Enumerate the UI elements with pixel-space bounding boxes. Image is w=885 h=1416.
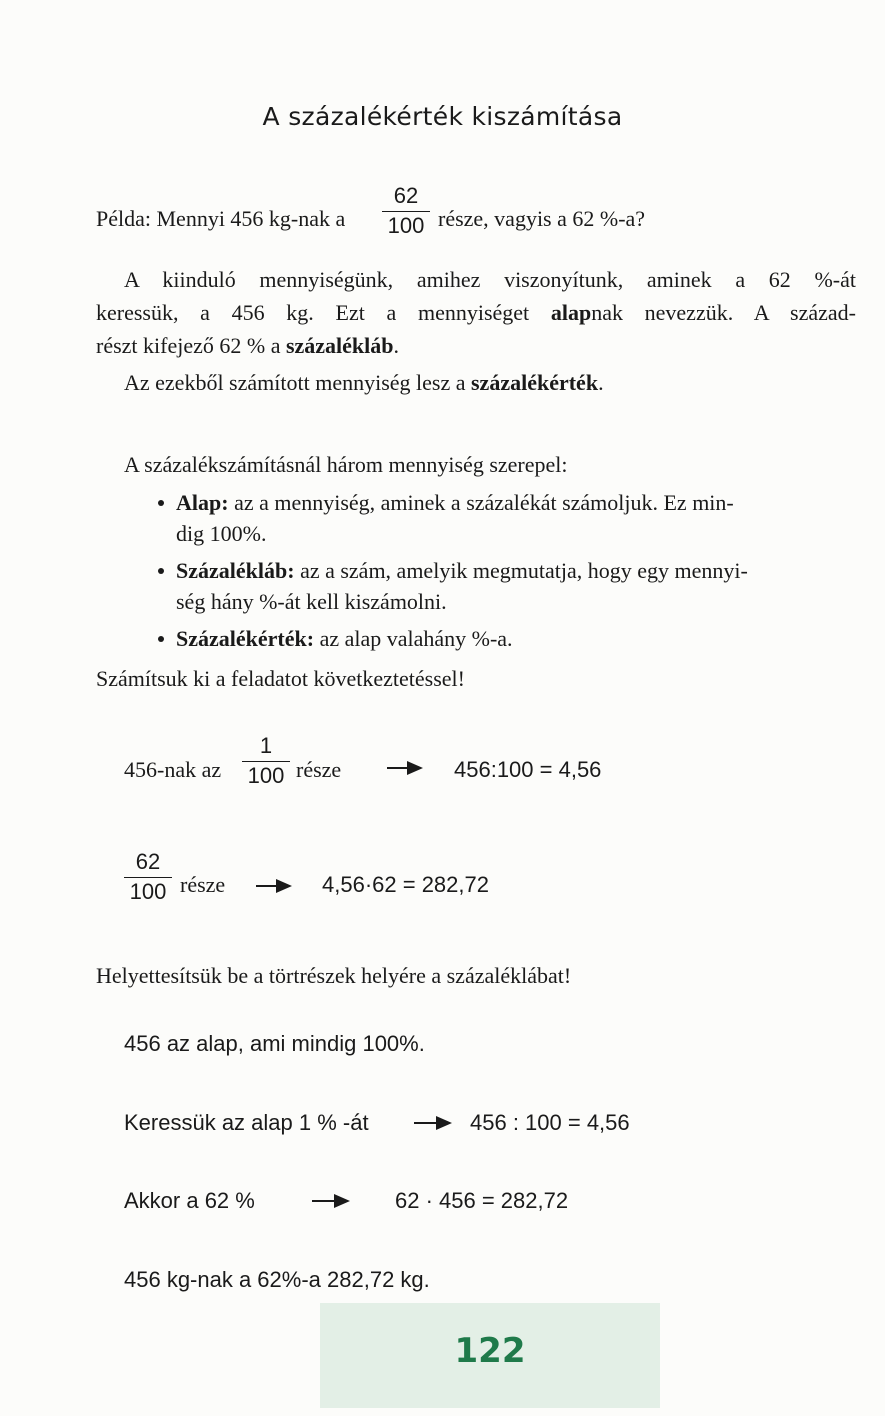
right-arrow-icon bbox=[256, 878, 292, 894]
example-fraction-numerator: 62 bbox=[393, 183, 419, 208]
base-line: 456 az alap, ami mindig 100%. bbox=[124, 1031, 425, 1056]
example-suffix: része, vagyis a 62 %-a? bbox=[438, 206, 646, 231]
step2-fraction-denominator: 100 bbox=[124, 877, 172, 904]
term-szazalekertek: százalékérték bbox=[471, 370, 599, 395]
right-arrow-icon bbox=[312, 1193, 352, 1209]
intro-text: . bbox=[598, 370, 604, 395]
example-fraction-denominator: 100 bbox=[382, 211, 430, 238]
intro-text: . bbox=[393, 333, 400, 358]
definitions-list bbox=[158, 487, 858, 660]
page-number-box bbox=[320, 1303, 660, 1408]
definition-text: az a mennyiség, aminek a százalékát számoljuk. Ez min- bbox=[228, 490, 734, 515]
step1-fraction bbox=[242, 734, 290, 788]
step1-fraction-denominator: 100 bbox=[242, 761, 290, 788]
intro-paragraph bbox=[96, 263, 856, 399]
step2-fraction-numerator: 62 bbox=[135, 849, 161, 874]
example-fraction bbox=[382, 184, 430, 238]
then-label: Akkor a 62 % bbox=[124, 1188, 255, 1213]
step1-suffix: része bbox=[296, 757, 342, 782]
page-number: 122 bbox=[454, 1331, 526, 1371]
intro-line: A kiinduló mennyiségünk, amihez viszonyítunk, aminek a 62 %-át bbox=[124, 267, 856, 292]
example-prefix: Példa: Mennyi 456 kg-nak a bbox=[96, 206, 346, 231]
definition-text: az a szám, amelyik megmutatja, hogy egy mennyi- bbox=[294, 558, 748, 583]
page-title: A százalékérték kiszámítása bbox=[262, 102, 623, 131]
term-szazalekláb: százalékláb bbox=[285, 333, 394, 358]
definition-term: Százalékérték: bbox=[176, 626, 315, 651]
step2-result: 4,56·62 = 282,72 bbox=[322, 872, 489, 897]
solve-instruction: Számítsuk ki a feladatot következtetéssel! bbox=[96, 666, 465, 691]
intro-text: nak nevezzük. A század- bbox=[591, 300, 856, 325]
intro-text: keressük, a 456 kg. Ezt a mennyiséget bbox=[96, 300, 551, 325]
step1-result: 456:100 = 4,56 bbox=[454, 757, 602, 782]
right-arrow-icon bbox=[414, 1115, 454, 1131]
step2-fraction bbox=[124, 850, 172, 904]
intro-line bbox=[96, 329, 856, 362]
list-item bbox=[158, 623, 858, 654]
substitute-instruction: Helyettesítsük be a törtrészek helyére a százaléklábat! bbox=[96, 963, 572, 988]
intro-text: részt kifejező 62 % a bbox=[96, 333, 286, 358]
one-percent-label: Keressük az alap 1 % -át bbox=[124, 1110, 369, 1135]
three-heading: A százalékszámításnál három mennyiség szerepel: bbox=[124, 452, 568, 477]
definition-term: Százalékláb: bbox=[176, 558, 295, 583]
right-arrow-icon bbox=[387, 760, 423, 776]
definition-text: dig 100%. bbox=[176, 521, 267, 546]
step1-prefix: 456-nak az bbox=[124, 757, 222, 782]
then-result: 62 · 456 = 282,72 bbox=[395, 1188, 569, 1213]
conclusion: 456 kg-nak a 62%-a 282,72 kg. bbox=[124, 1267, 430, 1292]
list-item bbox=[158, 555, 858, 617]
step1-fraction-numerator: 1 bbox=[259, 733, 273, 758]
intro-line bbox=[96, 366, 856, 399]
term-alap: alap bbox=[550, 300, 592, 325]
one-percent-result: 456 : 100 = 4,56 bbox=[470, 1110, 630, 1135]
list-item bbox=[158, 487, 858, 549]
definition-text: ség hány %-át kell kiszámolni. bbox=[176, 589, 447, 614]
definition-text: az alap valahány %-a. bbox=[314, 626, 513, 651]
intro-line bbox=[96, 296, 856, 329]
step2-suffix: része bbox=[180, 872, 226, 897]
intro-text: Az ezekből számított mennyiség lesz a bbox=[124, 370, 471, 395]
definition-term: Alap: bbox=[176, 490, 229, 515]
